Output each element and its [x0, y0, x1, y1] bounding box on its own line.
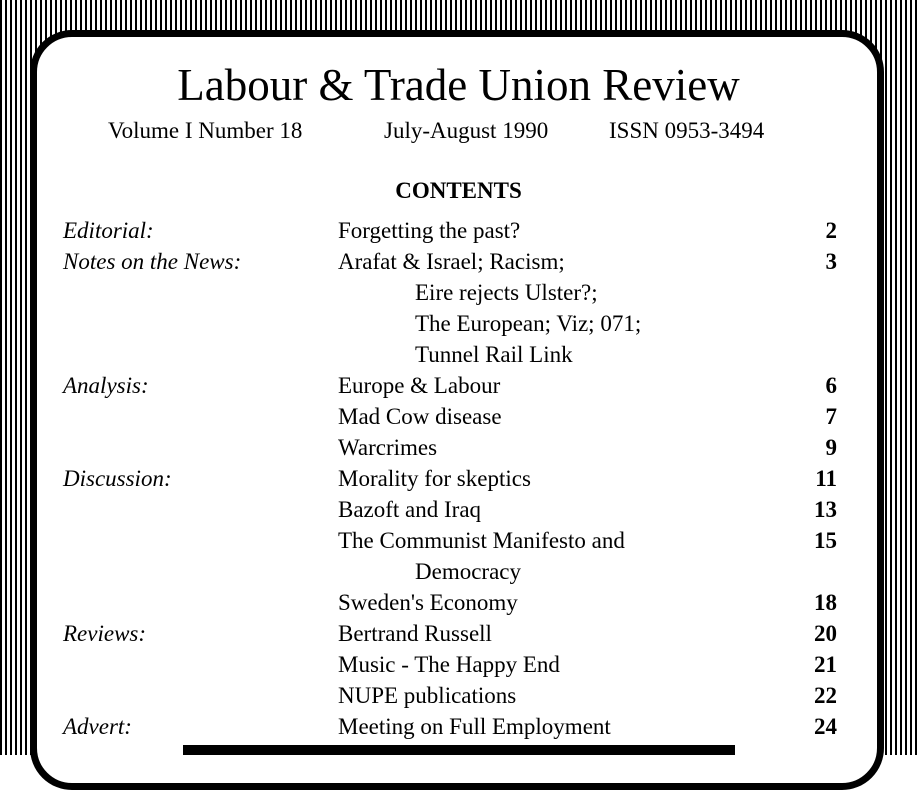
- page-number: 3: [825, 249, 837, 274]
- article-title-continued: Eire rejects Ulster?;: [415, 280, 598, 305]
- section-label: Discussion:: [63, 466, 172, 491]
- page-number: 2: [825, 218, 837, 243]
- article-title: NUPE publications: [338, 683, 517, 708]
- volume-number: Volume I Number 18: [108, 118, 303, 143]
- article-title: Mad Cow disease: [338, 404, 502, 429]
- contents-row: [0, 278, 917, 309]
- article-title: Arafat & Israel; Racism;: [338, 249, 565, 274]
- contents-row: [0, 340, 917, 371]
- article-title: Warcrimes: [338, 435, 438, 460]
- contents-row: [0, 371, 917, 402]
- section-label: Reviews:: [63, 621, 147, 646]
- article-title-continued: Tunnel Rail Link: [415, 342, 573, 367]
- contents-row: [0, 588, 917, 619]
- page-number: 15: [814, 528, 837, 553]
- contents-row: [0, 464, 917, 495]
- page-number: 9: [825, 435, 837, 460]
- page-number: 18: [814, 590, 837, 615]
- article-title: Meeting on Full Employment: [338, 714, 611, 739]
- article-title-continued: Democracy: [415, 559, 521, 584]
- article-title: The Communist Manifesto and: [338, 528, 625, 553]
- page-number: 20: [814, 621, 837, 646]
- contents-row: [0, 495, 917, 526]
- page-number: 13: [814, 497, 837, 522]
- page-number: 7: [825, 404, 837, 429]
- article-title: Bertrand Russell: [338, 621, 492, 646]
- section-label: Analysis:: [63, 373, 149, 398]
- section-label: Advert:: [63, 714, 132, 739]
- contents-row: [0, 650, 917, 681]
- page-number: 24: [814, 714, 837, 739]
- publication-title: Labour & Trade Union Review: [177, 60, 740, 110]
- page-number: 6: [825, 373, 837, 398]
- section-label: Editorial:: [63, 218, 154, 243]
- contents-row: [0, 619, 917, 650]
- contents-row: [0, 526, 917, 557]
- article-title: Forgetting the past?: [338, 218, 521, 243]
- contents-heading: CONTENTS: [395, 178, 522, 203]
- contents-row: [0, 216, 917, 247]
- page-number: 11: [815, 466, 837, 491]
- bottom-rule: [183, 745, 735, 755]
- contents-row: [0, 681, 917, 712]
- contents-row: [0, 247, 917, 278]
- contents-row: [0, 712, 917, 743]
- contents-row: [0, 402, 917, 433]
- article-title-continued: The European; Viz; 071;: [415, 311, 642, 336]
- contents-row: [0, 433, 917, 464]
- article-title: Music - The Happy End: [338, 652, 560, 677]
- section-label: Notes on the News:: [63, 249, 242, 274]
- contents-row: [0, 557, 917, 588]
- article-title: Bazoft and Iraq: [338, 497, 482, 522]
- issn: ISSN 0953-3494: [609, 118, 765, 143]
- article-title: Morality for skeptics: [338, 466, 531, 491]
- page-number: 21: [814, 652, 837, 677]
- page-number: 22: [814, 683, 837, 708]
- article-title: Europe & Labour: [338, 373, 501, 398]
- issue-date: July-August 1990: [384, 118, 549, 143]
- article-title: Sweden's Economy: [338, 590, 518, 615]
- contents-row: [0, 309, 917, 340]
